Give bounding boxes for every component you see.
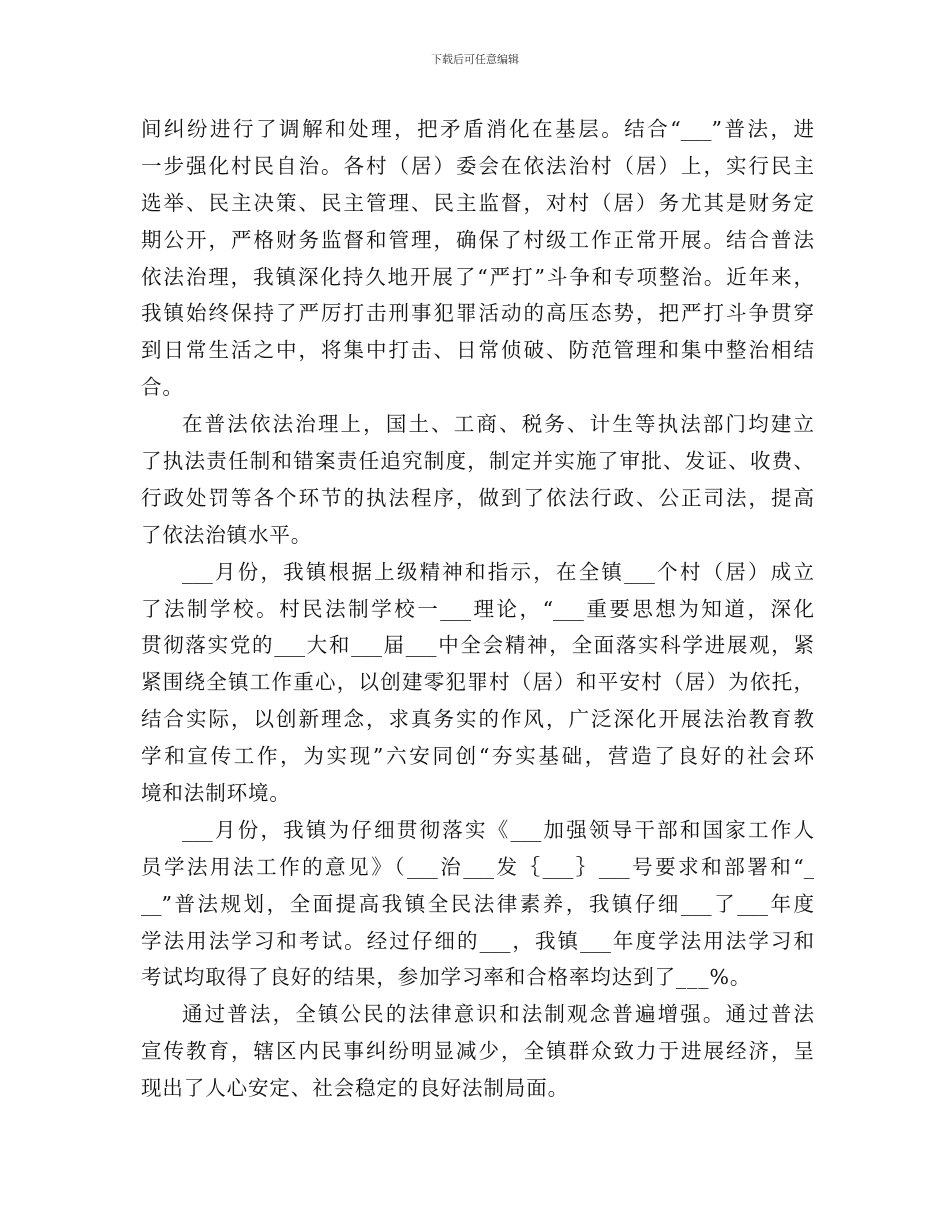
text-line: 期公开，严格财务监督和管理，确保了村级工作正常开展。结合普法 xyxy=(141,227,814,252)
text-line: 我镇始终保持了严厉打击刑事犯罪活动的高压态势，把严打斗争贯穿 xyxy=(141,301,814,326)
text-line: 学法用法学习和考试。经过仔细的___，我镇___年度学法用法学习和 xyxy=(141,928,814,953)
paragraph-4 xyxy=(141,812,814,996)
text-line: 现出了人心安定、社会稳定的良好法制局面。 xyxy=(141,1076,569,1101)
text-line: __”普法规划，全面提高我镇全民法律素养，我镇仔细___了___年度 xyxy=(141,891,814,916)
text-line: 依法治理，我镇深化持久地开展了“严打”斗争和专项整治。近年来， xyxy=(141,264,814,289)
text-line: 结合实际，以创新理念，求真务实的作风，广泛深化开展法治教育教 xyxy=(141,707,814,732)
text-line: 员学法用法工作的意见》（___治___发｛___｝___号要求和部署和“_ xyxy=(141,854,814,879)
text-line: ___月份，我镇根据上级精神和指示，在全镇___个村（居）成立 xyxy=(182,559,814,584)
paragraph-5 xyxy=(141,996,814,1107)
text-line: 到日常生活之中，将集中打击、日常侦破、防范管理和集中整治相结 xyxy=(141,338,814,363)
text-line: 学和宣传工作，为实现”六安同创“夯实基础，营造了良好的社会环 xyxy=(141,744,814,769)
paragraph-3 xyxy=(141,554,814,812)
text-line: 间纠纷进行了调解和处理，把矛盾消化在基层。结合“___”普法，进 xyxy=(141,117,814,141)
text-line: 宣传教育，辖区内民事纠纷明显减少，全镇群众致力于进展经济，呈 xyxy=(141,1039,814,1064)
text-line: 了法制学校。村民法制学校一___理论，“___重要思想为知道，深化 xyxy=(141,596,814,621)
text-line: 紧围绕全镇工作重心，以创建零犯罪村（居）和平安村（居）为依托， xyxy=(141,670,814,695)
text-line: 合。 xyxy=(141,375,184,400)
text-line: 考试均取得了良好的结果，参加学习率和合格率均达到了___%。 xyxy=(141,965,752,990)
paragraph-2 xyxy=(141,406,814,554)
text-line: 了依法治镇水平。 xyxy=(141,522,313,547)
text-line: 选举、民主决策、民主管理、民主监督，对村（居）务尤其是财务定 xyxy=(141,190,814,215)
text-line: 一步强化村民自治。各村（居）委会在依法治村（居）上，实行民主 xyxy=(141,153,814,178)
text-line: 了执法责任制和错案责任追究制度，制定并实施了审批、发证、收费、 xyxy=(141,449,814,474)
page-header: 下载后可任意编辑 xyxy=(431,53,519,66)
text-line: 在普法依法治理上，国土、工商、税务、计生等执法部门均建立 xyxy=(182,412,814,437)
text-line: 贯彻落实党的___大和___届___中全会精神，全面落实科学进展观，紧 xyxy=(141,633,814,658)
text-line: 通过普法，全镇公民的法律意识和法制观念普遍增强。通过普法 xyxy=(182,1002,814,1027)
text-line: 境和法制环境。 xyxy=(141,781,291,806)
paragraph-1 xyxy=(141,111,814,406)
document-body xyxy=(141,111,814,1107)
text-line: 行政处罚等各个环节的执法程序，做到了依法行政、公正司法，提高 xyxy=(141,485,814,510)
text-line: ___月份，我镇为仔细贯彻落实《___加强领导干部和国家工作人 xyxy=(182,817,814,842)
